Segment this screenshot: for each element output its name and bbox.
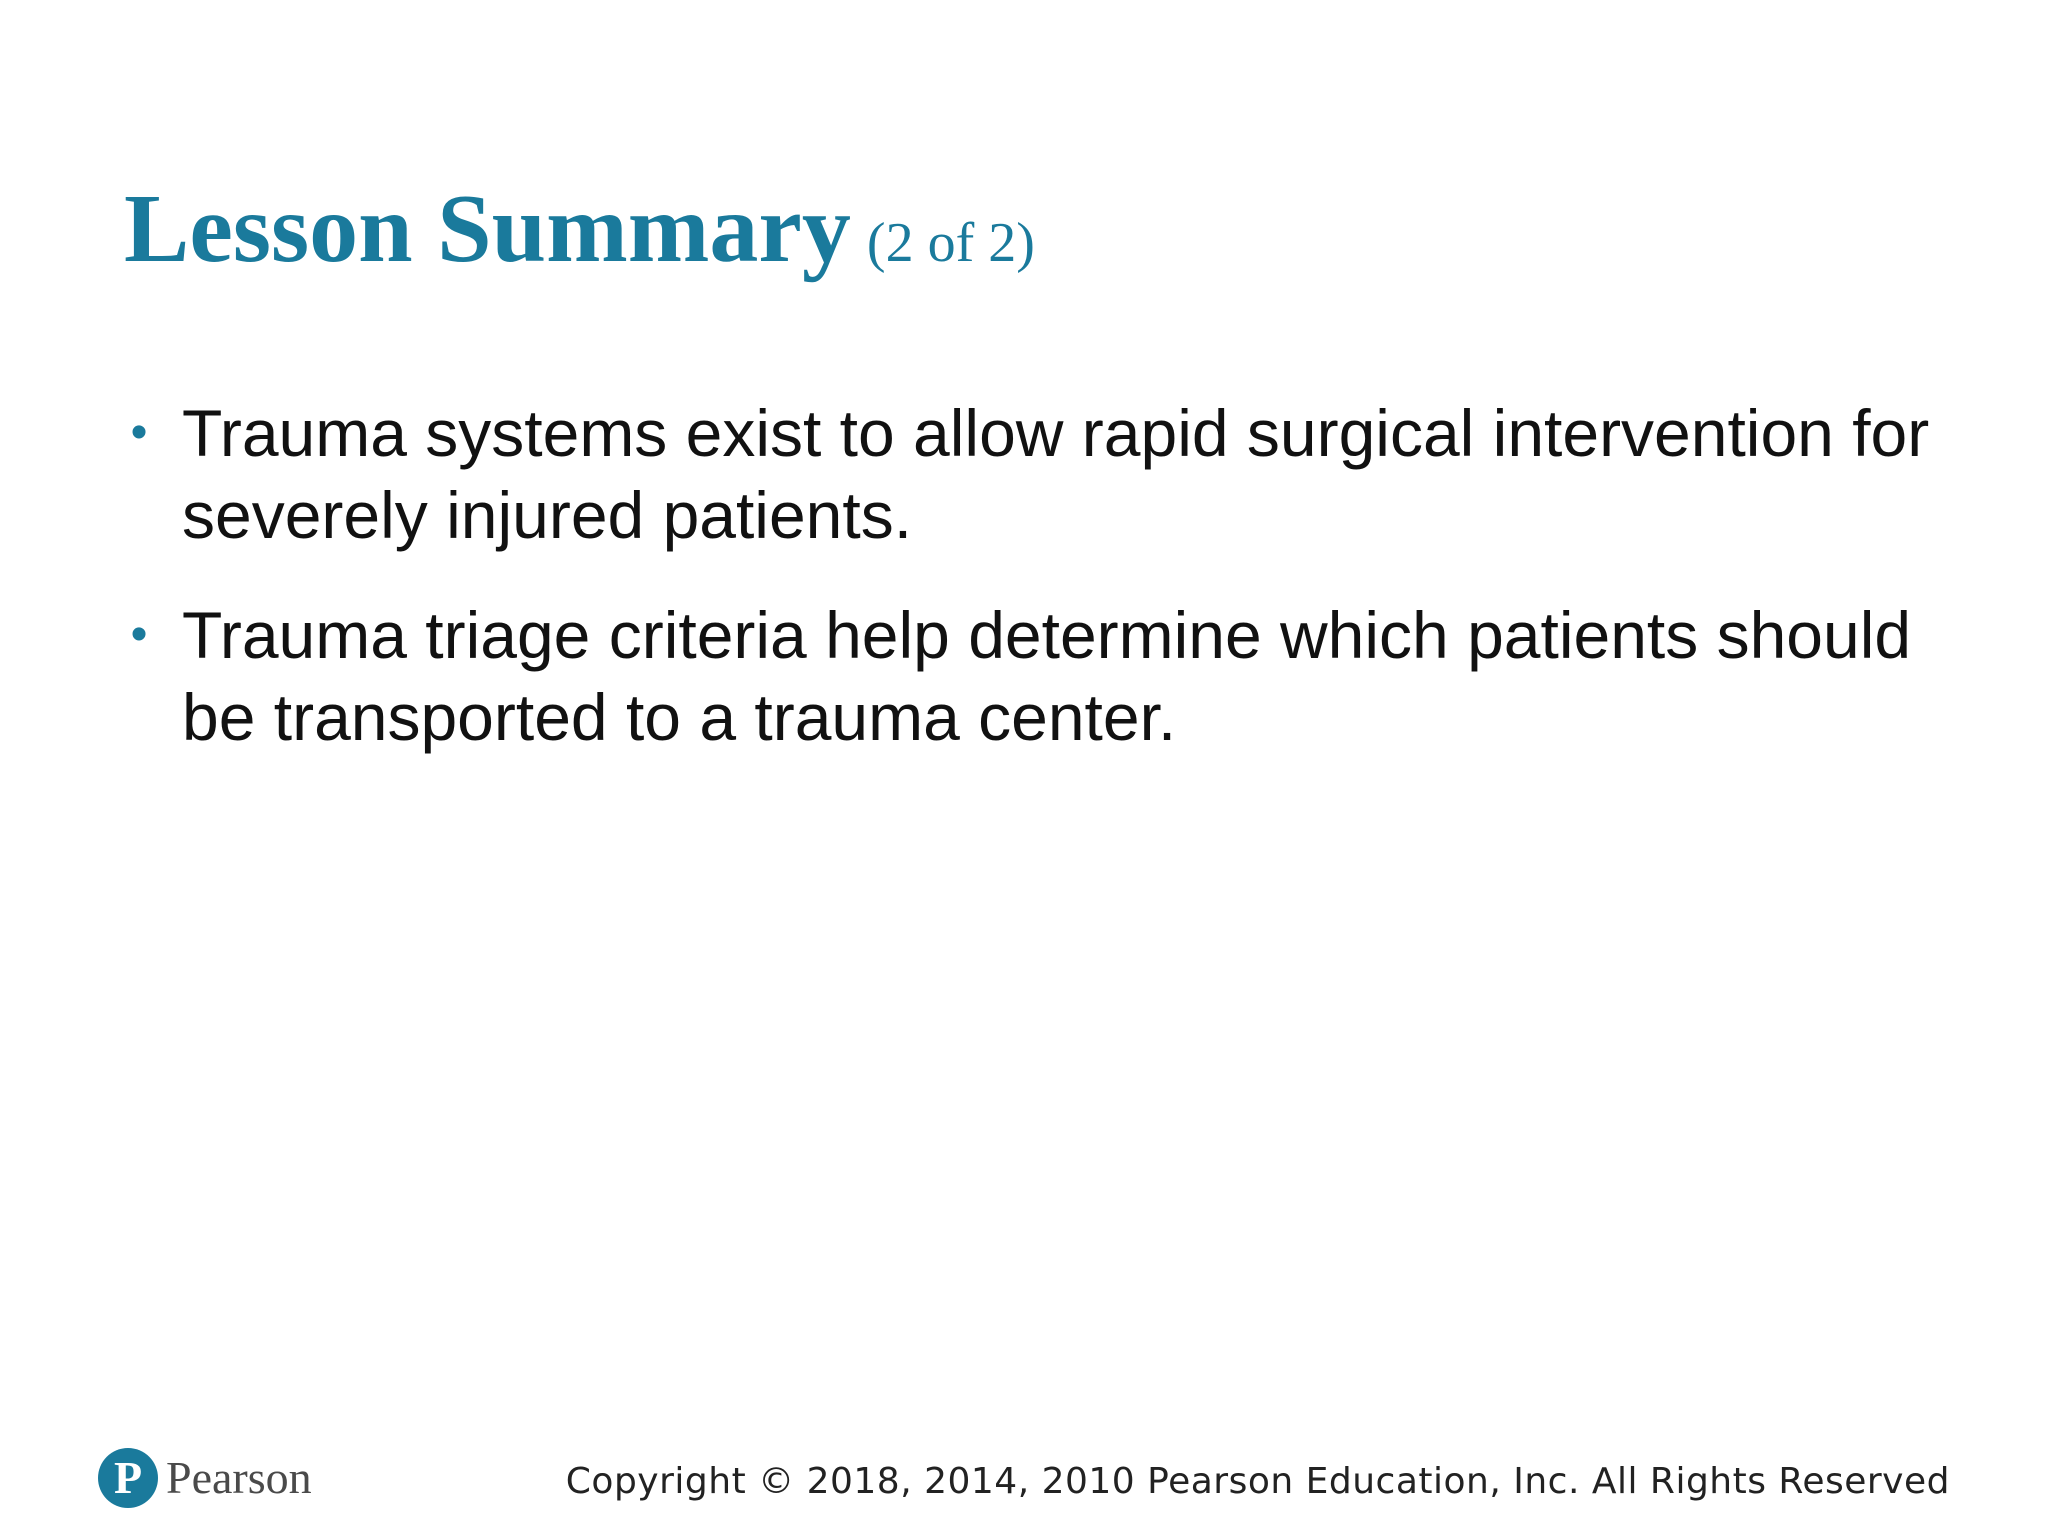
copyright-notice: Copyright © 2018, 2014, 2010 Pearson Education, Inc. All Rights Reserved <box>565 1461 1950 1502</box>
pearson-logo-text: Pearson <box>166 1452 312 1503</box>
bullet-text: Trauma triage criteria help determine which patients should be transported to a trauma center. <box>182 598 1912 754</box>
slide-title-counter: (2 of 2) <box>866 212 1035 274</box>
bullet-item <box>124 392 1964 556</box>
pearson-logo <box>98 1448 312 1508</box>
slide-title <box>124 175 1035 283</box>
bullet-list <box>124 392 1964 796</box>
pearson-logo-icon: P <box>98 1448 158 1508</box>
bullet-icon: • <box>130 608 148 661</box>
bullet-text: Trauma systems exist to allow rapid surgical intervention for severely injured patients. <box>182 396 1930 552</box>
bullet-item <box>124 594 1964 758</box>
slide-title-main: Lesson Summary <box>124 175 851 283</box>
bullet-icon: • <box>130 406 148 459</box>
